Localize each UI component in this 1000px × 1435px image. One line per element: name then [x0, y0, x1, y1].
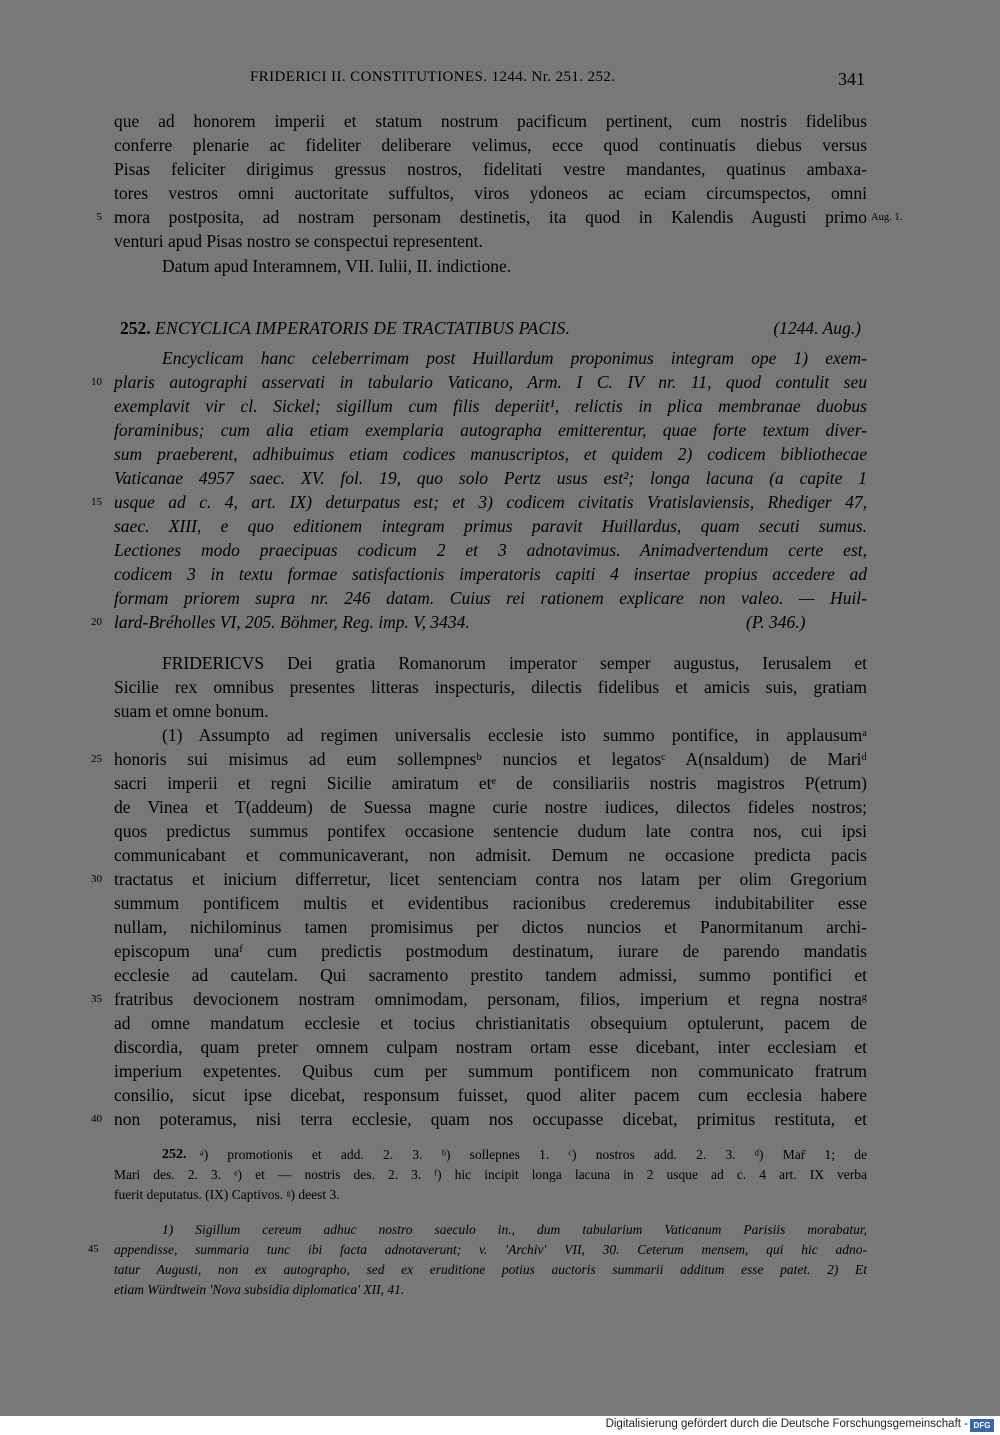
- variants-label: 252.: [162, 1147, 187, 1162]
- body-line: discordia, quam preter omnem culpam nostram ortam esse dicebant, inter ecclesiam et: [114, 1037, 867, 1057]
- text-line: que ad honorem imperii et statum nostrum pacificum pertinent, cum nostris fidelibus: [114, 111, 867, 131]
- intro-line: lard-Bréholles VI, 205. Böhmer, Reg. imp. V, 3434.: [114, 612, 470, 632]
- body-line: consilio, sicut ipse dicebat, responsum fuisset, quod aliter pacem cum ecclesia habere: [114, 1085, 867, 1105]
- body-line: episcopum unaᶠ cum predictis postmodum destinatum, iurare de parendo mandatis: [114, 941, 867, 961]
- intro-line: formam priorem supra nr. 246 datam. Cuius rei rationem explicare non valeo. — Huil-: [114, 588, 867, 608]
- text-line: venturi apud Pisas nostro se conspectui representent.: [114, 231, 483, 251]
- line-number: 10: [91, 376, 102, 388]
- intro-line: saec. XIII, e quo editionem integram primus paravit Huillardus, quam secuti sumus.: [114, 516, 867, 536]
- intro-line: Lectiones modo praecipuas codicum 2 et 3 adnotavimus. Animadvertendum certe est,: [114, 540, 867, 560]
- footnote-line: 1) Sigillum cereum adhuc nostro saeculo in., dum tabularium Vaticanum Parisiis morabatur,: [162, 1222, 867, 1237]
- running-header: FRIDERICI II. CONSTITUTIONES. 1244. Nr. 251. 252.: [250, 69, 616, 85]
- funding-credit: Digitalisierung gefördert durch die Deutsche Forschungsgemeinschaft -: [605, 1418, 968, 1430]
- line-number: 5: [96, 211, 102, 223]
- body-line: honoris sui misimus ad eum sollempnesᵇ nuncios et legatosᶜ A(nsaldum) de Mariᵈ: [114, 749, 867, 769]
- body-line: ad omne mandatum ecclesie et tocius christianitatis obsequium optulerunt, pacem de: [114, 1013, 867, 1033]
- intro-line: Vaticanae 4957 saec. XV. fol. 19, quo solo Pertz usus est²; longa lacuna (a capite 1: [114, 468, 867, 488]
- text-line: conferre plenarie ac fideliter deliberare velimus, ecce quod continuatis diebus versus: [114, 135, 867, 155]
- line-number: 45: [88, 1244, 99, 1255]
- body-line: fratribus devocionem nostram omnimodam, personam, filios, imperium et regna nostraᵍ: [114, 989, 867, 1009]
- body-line: de Vinea et T(addeum) de Suessa magne curie nostre iudices, dilectos fideles nostros;: [114, 797, 867, 817]
- text-line: Pisas feliciter dirigimus gressus nostros, fidelitati vestre mandantes, quatinus ambaxa-: [114, 159, 867, 179]
- body-line: non poteramus, nisi terra ecclesie, quam nos occupasse dicebat, primitus restituta, et: [114, 1109, 867, 1129]
- text-line: mora postposita, ad nostram personam destinetis, ita quod in Kalendis Augusti primo: [114, 207, 867, 227]
- body-line: nullam, nichilominus tamen promisimus per dictos nuncios et Panormitanum archi-: [114, 917, 867, 937]
- document-date: (1244. Aug.): [773, 318, 861, 338]
- line-number: 20: [91, 616, 102, 628]
- body-line: communicabant et communicaverant, non admisit. Demum ne occasione predicta pacis: [114, 845, 867, 865]
- footnote-line: etiam Würdtwein 'Nova subsidia diplomatica' XII, 41.: [114, 1282, 405, 1297]
- variant-line: ᵃ) promotionis et add. 2. 3. ᵇ) sollepnes 1. ᶜ) nostros add. 2. 3. ᵈ) Mar̄ 1; de: [200, 1147, 867, 1162]
- intro-line: sum praeberent, adhibuimus etiam codices manuscriptos, et quidem 2) codicem bibliothecae: [114, 444, 867, 464]
- footnote-line: tatur Augusti, non ex autographo, sed ex eruditione potius auctoris summarii additum esse patet. 2) Et: [114, 1262, 867, 1277]
- document-title: [120, 318, 867, 342]
- dfg-logo: DFG: [970, 1419, 994, 1432]
- line-number: 30: [91, 873, 102, 885]
- intro-line: usque ad c. 4, art. IX) deturpatus est; et 3) codicem civitatis Vratislaviensis, Rhediger 47,: [114, 492, 867, 512]
- line-number: 35: [91, 993, 102, 1005]
- document-heading: ENCYCLICA IMPERATORIS DE TRACTATIBUS PACIS.: [155, 318, 571, 338]
- document-number: 252.: [120, 318, 151, 338]
- intro-line: codicem 3 in textu formae satisfactionis imperatoris capiti 4 insertae propius accedere ad: [114, 564, 867, 584]
- variant-line: fuerit deputatus. (IX) Captivos. ᵍ) deest 3.: [114, 1187, 340, 1202]
- datum-line: Datum apud Interamnem, VII. Iulii, II. indictione.: [162, 256, 512, 276]
- page-number: 341: [838, 69, 865, 89]
- body-line: tractatus et inicium differretur, licet sentenciam contra nos latam per olim Gregorium: [114, 869, 867, 889]
- body-line: FRIDERICVS Dei gratia Romanorum imperator semper augustus, Ierusalem et: [162, 653, 867, 673]
- body-line: imperium expetentes. Quibus cum per summum pontificem non communicato fratrum: [114, 1061, 867, 1081]
- variant-line: Mari des. 2. 3. ᵉ) et — nostris des. 2. 3. ᶠ) hic incipit longa lacuna in 2 usque ad c. 4 art. IX verba: [114, 1167, 867, 1182]
- intro-line: foraminibus; cum alia etiam exemplaria autographa emitterentur, quae forte textum diver-: [114, 420, 867, 440]
- body-line: (1) Assumpto ad regimen universalis ecclesie isto summo pontifice, in applausumᵃ: [162, 725, 867, 745]
- line-number: 40: [91, 1113, 102, 1125]
- line-number: 15: [91, 496, 102, 508]
- intro-line: exemplavit vir cl. Sickel; sigillum cum filis deperiit¹, relictis in plica membranae duobus: [114, 396, 867, 416]
- body-line: quos predictus summus pontifex occasione sentencie dudum late contra nos, cui ipsi: [114, 821, 867, 841]
- intro-line: Encyclicam hanc celeberrimam post Huillardum proponimus integram ope 1) exem-: [162, 348, 867, 368]
- body-line: summum pontificem multis et evidentibus racionibus crederemus indubitabiliter esse: [114, 893, 867, 913]
- body-line: ecclesie ad cautelam. Qui sacramento prestito tandem admissi, summo pontifici et: [114, 965, 867, 985]
- body-line: sacri imperii et regni Sicilie amiratum etᵉ de consiliariis nostris magistros P(etrum): [114, 773, 867, 793]
- intro-line: plaris autographi asservati in tabulario Vaticano, Arm. I C. IV nr. 11, quod contulit seu: [114, 372, 867, 392]
- margin-date-note: Aug. 1.: [871, 212, 903, 223]
- body-line: Sicilie rex omnibus presentes litteras inspecturis, dilectis fidelibus et amicis suis, gratiam: [114, 677, 867, 697]
- line-number: 25: [91, 753, 102, 765]
- intro-reference: (P. 346.): [746, 612, 806, 632]
- body-line: suam et omne bonum.: [114, 701, 269, 721]
- footnote-line: appendisse, summaria tunc ibi facta adnotaverunt; v. 'Archiv' VII, 30. Ceterum mensem, qui hic adno-: [114, 1242, 867, 1257]
- text-line: tores vestros omni auctoritate suffultos, viros ydoneos ac eciam circumspectos, omni: [114, 183, 867, 203]
